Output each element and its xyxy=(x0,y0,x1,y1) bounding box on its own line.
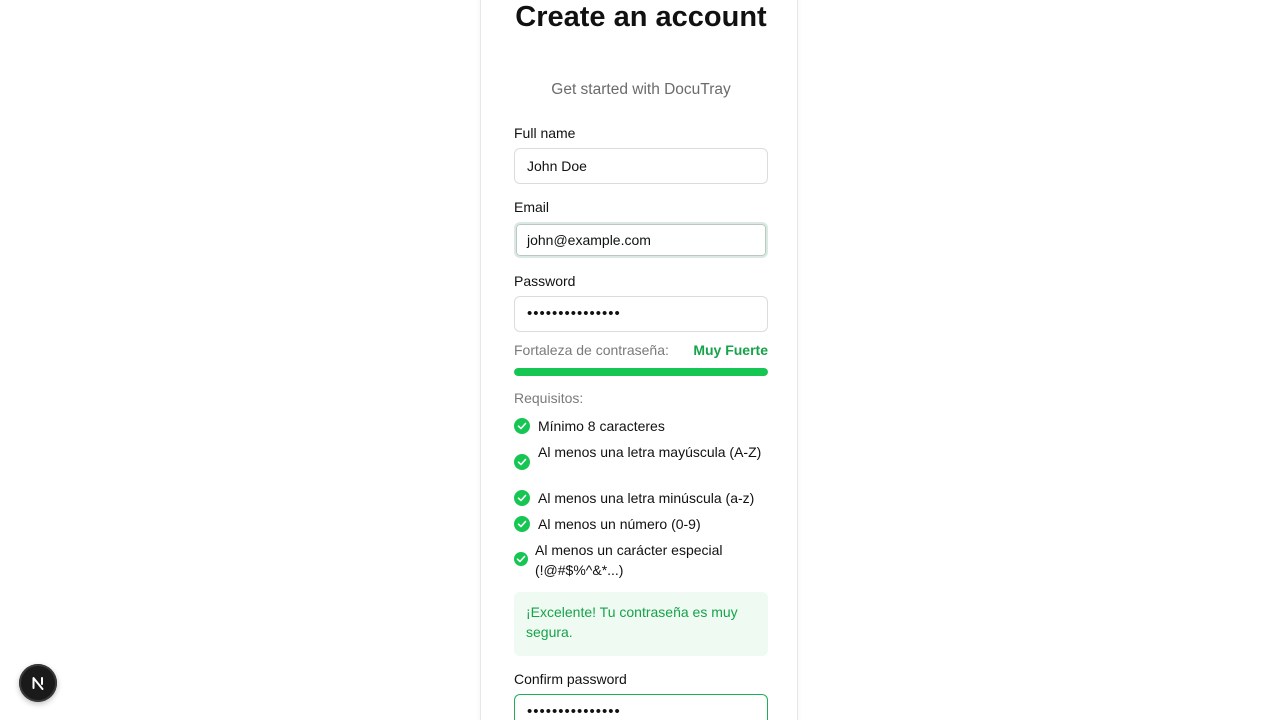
nextjs-dev-badge[interactable] xyxy=(19,664,57,702)
password-input[interactable]: ••••••••••••••• xyxy=(514,296,768,332)
check-icon xyxy=(514,418,530,434)
signup-card xyxy=(480,0,798,720)
page-title: Create an account xyxy=(515,1,767,33)
strength-label: Fortaleza de contraseña: xyxy=(514,342,669,358)
requirement-text: Al menos una letra mayúscula (A-Z) xyxy=(538,444,762,460)
email-input[interactable]: john@example.com xyxy=(514,222,768,258)
requirement-text: Al menos una letra minúscula (a-z) xyxy=(538,490,755,506)
requirements-title: Requisitos: xyxy=(514,390,584,406)
requirement-text: Al menos un número (0-9) xyxy=(538,516,701,532)
full-name-input[interactable]: John Doe xyxy=(514,148,768,184)
confirm-password-label: Confirm password xyxy=(514,671,627,687)
requirement-text: Al menos un carácter especial (!@#$%^&*...) xyxy=(535,542,723,578)
password-success-message: ¡Excelente! Tu contraseña es muy segura. xyxy=(514,592,768,656)
password-strength xyxy=(514,340,768,360)
requirement-item xyxy=(514,488,768,508)
strength-bar-fill xyxy=(514,368,768,376)
check-icon xyxy=(514,552,528,566)
check-icon xyxy=(514,516,530,532)
nextjs-n-icon xyxy=(30,675,46,691)
strength-bar xyxy=(514,368,768,376)
email-label: Email xyxy=(514,199,550,215)
requirement-item xyxy=(514,540,768,580)
strength-value: Muy Fuerte xyxy=(693,342,768,358)
password-label: Password xyxy=(514,273,576,289)
confirm-password-input[interactable]: ••••••••••••••• xyxy=(514,694,768,720)
requirement-item xyxy=(514,442,768,482)
check-icon xyxy=(514,454,530,470)
requirement-item xyxy=(514,416,768,436)
requirement-item xyxy=(514,514,768,534)
requirement-text: Mínimo 8 caracteres xyxy=(538,418,665,434)
full-name-label: Full name xyxy=(514,125,576,141)
check-icon xyxy=(514,490,530,506)
page-subtitle: Get started with DocuTray xyxy=(551,81,731,98)
